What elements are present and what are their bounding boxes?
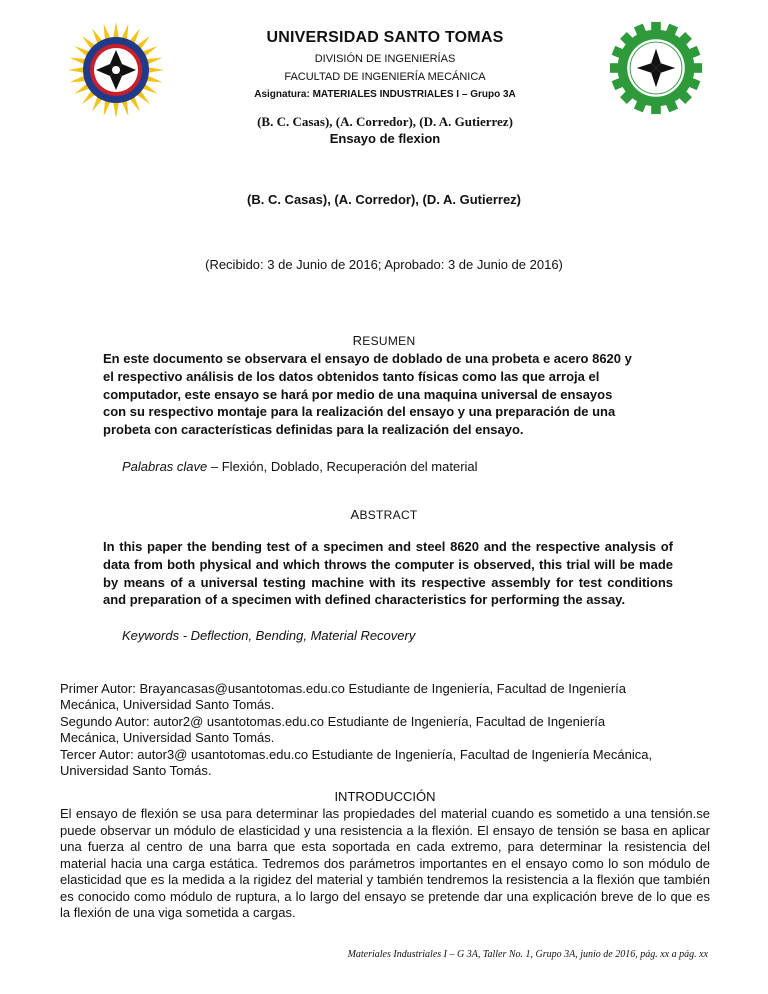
- document-header: [180, 28, 590, 102]
- resumen-heading: RESUMEN: [352, 333, 416, 348]
- seal-ray: [146, 58, 162, 65]
- palabras-clave: Palabras clave – Flexión, Doblado, Recuperación del material: [122, 459, 478, 474]
- faculty-name: FACULTAD DE INGENIERÍA MECÁNICA: [284, 71, 486, 83]
- authors-line: (B. C. Casas), (A. Corredor), (D. A. Gutierrez): [247, 192, 521, 207]
- seal-ray: [146, 75, 162, 82]
- resumen-body: [103, 350, 673, 439]
- seal-ray: [104, 24, 111, 40]
- paper-title: Ensayo de flexion: [329, 131, 441, 146]
- author-info-line: Segundo Autor: autor2@ usantotomas.edu.co Estudiante de Ingeniería, Facultad de Ingeniería: [60, 713, 606, 729]
- abstract-heading: ABSTRACT: [350, 507, 418, 522]
- university-name: UNIVERSIDAD SANTO TOMAS: [266, 29, 504, 46]
- division-name: DIVISIÓN DE INGENIERÍAS: [314, 53, 456, 65]
- resumen-line: probeta con características definidas para la realización del ensayo.: [103, 422, 524, 438]
- author-info-line: Tercer Autor: autor3@ usantotomas.edu.co Estudiante de Ingeniería, Facultad de Ingeniería Mecánica,: [60, 746, 653, 762]
- intro-heading: INTRODUCCIÓN: [334, 789, 436, 804]
- engineering-gear-logo: [608, 20, 704, 116]
- university-seal-logo: [66, 20, 166, 120]
- seal-ray: [121, 100, 128, 116]
- header-authors: (B. C. Casas), (A. Corredor), (D. A. Gutierrez): [257, 114, 513, 129]
- seal-ray: [70, 58, 86, 65]
- author-info-line: Universidad Santo Tomás.: [60, 763, 212, 779]
- resumen-line: computador, este ensayo se hará por medio de una maquina universal de ensayos: [103, 386, 613, 402]
- keywords: Keywords - Deflection, Bending, Material Recovery: [122, 628, 416, 643]
- seal-ray: [70, 75, 86, 82]
- author-info-line: Mecánica, Universidad Santo Tomás.: [60, 697, 275, 713]
- intro-body: El ensayo de flexión se usa para determinar las propiedades del material cuando es sometido a una tensión.se puede observar un módulo de elasticidad y una resistencia a la flexión. El ensayo de tensión se basa en aplicar una fuerza al centro de una barra que esta soportada en cada extremo, para determinar la resistencia del material hacia una carga estática. Tedremos dos parámetros importantes en el ensayo como lo son módulo de elasticidad que es la medida a la rigidez del material y también tendremos la resistencia a la flexión que también es conocido como módulo de ruptura, a lo largo del ensayo se pretende dar una explicación breve de lo que es la flexión de una viga sometida a cargas.: [60, 806, 710, 920]
- seal-ray: [104, 100, 111, 116]
- author-info: [60, 681, 710, 779]
- received-dates: (Recibido: 3 de Junio de 2016; Aprobado: 3 de Junio de 2016): [205, 257, 563, 272]
- resumen-line: el respectivo análisis de los datos obtenidos tanto físicas como las que arroja el: [103, 368, 600, 384]
- resumen-line: En este documento se observara el ensayo de doblado de una probeta e acero 8620 y: [103, 351, 632, 366]
- seal-ray: [121, 24, 128, 40]
- author-info-line: Mecánica, Universidad Santo Tomás.: [60, 730, 275, 746]
- author-info-line: Primer Autor: Brayancasas@usantotomas.edu.co Estudiante de Ingeniería, Facultad de Ingeniería: [60, 681, 627, 696]
- seal-ray: [68, 67, 84, 73]
- subject-line: Asignatura: MATERIALES INDUSTRIALES I – Grupo 3A: [254, 89, 516, 100]
- seal-ray: [148, 67, 164, 73]
- page-footer: Materiales Industriales I – G 3A, Taller No. 1, Grupo 3A, junio de 2016, pág. xx a pág. xx: [347, 949, 708, 960]
- abstract-body: In this paper the bending test of a specimen and steel 8620 and the respective analysis of data from both physical and which throws the computer is observed, this trial will be made by means of a universal testing machine with its respective assembly for test conditions and preparation of a specimen with defined characteristics for performing the assay.: [103, 539, 673, 608]
- resumen-line: con su respectivo montaje para la realización del ensayo y una preparación de una: [103, 404, 616, 420]
- seal-ray: [113, 22, 119, 38]
- seal-ray: [113, 102, 119, 118]
